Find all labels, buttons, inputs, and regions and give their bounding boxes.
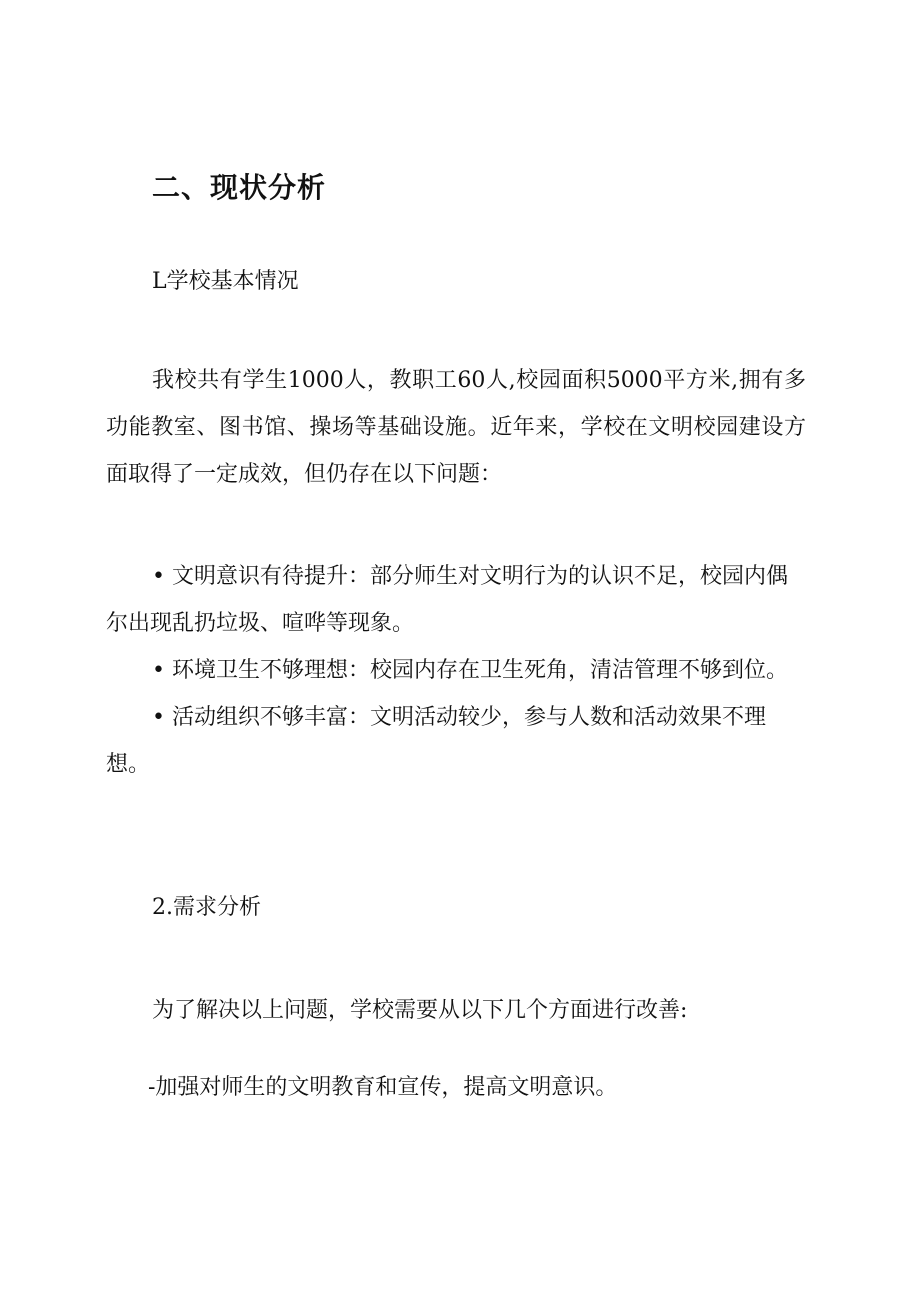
list-item xyxy=(106,694,806,788)
bullet-icon: • xyxy=(152,705,165,730)
intro-paragraph: 我校共有学生1000人，教职工60人,校园面积5000平方米,拥有多功能教室、图书馆、操场等基础设施。近年来，学校在文明校园建设方面取得了一定成效，但仍存在以下问题： xyxy=(106,368,806,487)
section-heading: 二、现状分析 xyxy=(152,171,327,204)
list-item-text: 环境卫生不够理想：校园内存在卫生死角，清洁管理不够到位。 xyxy=(172,658,789,683)
bullet-icon: • xyxy=(152,658,165,683)
list-item xyxy=(106,647,806,694)
needs-intro: 为了解决以上问题，学校需要从以下几个方面进行改善: xyxy=(152,998,688,1023)
list-item xyxy=(106,553,806,647)
subsection-heading-needs-analysis: 2.需求分析 xyxy=(152,895,261,920)
bullet-icon: • xyxy=(152,564,165,589)
list-item-text: 文明意识有待提升：部分师生对文明行为的认识不足，校园内偶尔出现乱扔垃圾、喧哗等现象。 xyxy=(106,564,789,636)
need-item: -加强对师生的文明教育和宣传，提高文明意识。 xyxy=(148,1075,618,1100)
subsection-heading-school-overview: L学校基本情况 xyxy=(152,269,299,294)
problem-list xyxy=(106,553,806,788)
list-item-text: 活动组织不够丰富：文明活动较少，参与人数和活动效果不理想。 xyxy=(106,705,767,777)
